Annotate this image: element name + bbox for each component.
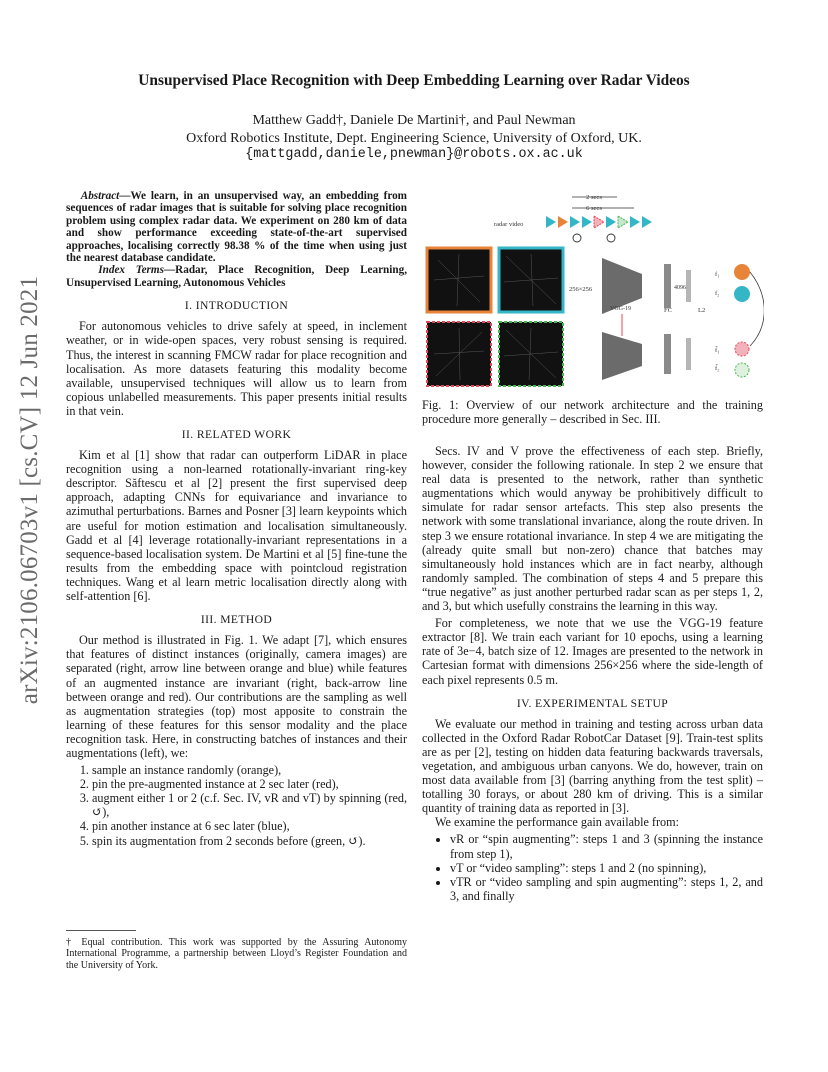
- spin-icon: [607, 234, 615, 242]
- list-item: 3. augment either 1 or 2 (c.f. Sec. IV, vR and vT) by spinning (red, ↺),: [92, 791, 407, 819]
- index-terms-label: Index Terms: [98, 264, 164, 277]
- section-heading-method: III. METHOD: [200, 613, 273, 627]
- footnote: † Equal contribution. This work was supported by the Assuring Autonomy International Programme, a partnership between Lloyd’s Register Foundation and the University of York.: [66, 937, 407, 971]
- feature-green: [735, 363, 749, 377]
- six-secs-label: 6 secs: [586, 205, 602, 212]
- vgg-encoder-lower: [602, 332, 642, 380]
- implementation-paragraph: For completeness, we note that we use the VGG-19 feature extractor [8]. We train each variant for 10 epochs, using a learning rate of 3e−4, batch size of 12. Images are presented to the network in Cartesian format with dimensions 256×256 where the side-length of each pixel represents 0.5 m.: [422, 616, 763, 687]
- vgg-label: VGG-19: [610, 306, 631, 312]
- frame-marker: [570, 216, 580, 228]
- list-item: • vT or “video sampling”: steps 1 and 2 (no spinning),: [450, 861, 763, 875]
- related-work-paragraph: Kim et al [1] show that radar can outperform LiDAR in place recognition using a non-learned rotationally-invariant ring-key descriptor. Săftescu et al [2] present the first supervised deep approach, adapting CNNs for equivariance and invariance to azimuthal perturbations. Barnes and Posner [3] learn keypoints which are useful for motion estimation and localisation simultaneously. Gadd et al [4] leverage rotationally-invariant representations in a sequence-based localisation system. De Martini et al [5] fine-tune the results from the embedding space with pointcloud registration techniques. Wang et al learn metric localisation directly along with self-attention [6].: [66, 448, 407, 604]
- l2-layer-lower: [686, 338, 691, 370]
- frame-marker: [558, 216, 568, 228]
- list-item: 5. spin its augmentation from 2 seconds before (green, ↺).: [92, 834, 407, 848]
- figure-caption: Fig. 1: Overview of our network architecture and the training procedure more generally – described in Sec. III.: [422, 398, 763, 427]
- frame-marker: [618, 216, 628, 228]
- performance-intro: We examine the performance gain available from:: [435, 815, 680, 830]
- experimental-setup-paragraph: We evaluate our method in training and testing across urban data collected in the Oxford Radar RobotCar Dataset [9]. Train-test splits are as per [2], testing on hidden data featuring backwards traversals, vegetation, and ambiguous urban canyons. We do, however, train on most data available from [3] (barring anything from the test split) – totalling 30 forays, or about 280 km of driving. This is a similar quantity of training data as reported in [3].: [422, 716, 763, 816]
- frame-marker: [594, 216, 604, 228]
- section-heading-experimental-setup: IV. EXPERIMENTAL SETUP: [516, 696, 669, 710]
- feature-f1-tilde-label: f̃₁: [715, 347, 720, 354]
- embedding-size-label: 4096: [674, 285, 686, 291]
- feature-f1-label: f₁: [715, 271, 720, 278]
- footnote-rule: [66, 930, 136, 931]
- l2-label: L2: [698, 307, 706, 314]
- rationale-paragraph: Secs. IV and V prove the effectiveness of each step. Briefly, however, consider the following rationale. In step 2 we ensure that real data is presented to the network, rather than synthetic augmentations which would anyway be prohibitively difficult to simulate for radar sensor artefacts. This step also presents the network with some translational invariance, along the route driven. In step 3 we ensure rotational invariance. In step 4 we are mitigating the (already quite small but non-zero) chance that batches may simultaneously hold instances which are in fact nearby, although randomly sampled. The combination of steps 4 and 5 prepare this “true negative” as just another perturbed radar scan as per steps 1, 2, and 3, but which usefully constrains the learning in this way.: [422, 444, 763, 614]
- feature-f2-label: f₂: [715, 290, 720, 297]
- abstract-text: —We learn, in an unsupervised way, an embedding from sequences of radar images that is suitable for solving place recognition problem using complex radar data. We experiment on 280 km of data and show performance exceeding state-of-the-art supervised approaches, localising correctly 98.38 % of the time when using just the nearest database candidate.: [66, 190, 407, 265]
- frame-marker: [642, 216, 652, 228]
- fc-layer-lower: [664, 334, 671, 374]
- fc-layer-upper: [664, 264, 671, 308]
- index-terms: [66, 264, 407, 289]
- radar-video-label: radar video: [494, 221, 524, 228]
- method-steps-list: [66, 763, 407, 848]
- frame-marker: [630, 216, 640, 228]
- intro-paragraph: For autonomous vehicles to drive safely at speed, in inclement weather, or in wide-open spaces, very robust sensing is required. Thus, the interest in scanning FMCW radar for place recognition and localisation. As more datasets featuring this modality become available, unsupervised techniques will allow us to learn from copious unlabelled measurements. This paper presents initial results in that vein.: [66, 319, 407, 418]
- fc-label: FC: [664, 307, 672, 314]
- frame-marker: [606, 216, 616, 228]
- figure-network-overview: [424, 186, 764, 396]
- list-item: • vR or “spin augmenting”: steps 1 and 3 (spinning the instance from step 1),: [450, 832, 763, 860]
- invariance-arrow: [750, 272, 764, 346]
- section-heading-introduction: I. INTRODUCTION: [184, 299, 289, 313]
- abstract-label: Abstract: [80, 190, 120, 202]
- input-size-label: 256×256: [569, 286, 593, 293]
- l2-layer-upper: [686, 270, 691, 302]
- feature-orange: [734, 264, 750, 280]
- list-item: 2. pin the pre-augmented instance at 2 sec later (red),: [92, 777, 407, 791]
- right-column: [422, 444, 763, 903]
- section-heading-related-work: II. RELATED WORK: [181, 428, 292, 441]
- author-emails: {mattgadd,daniele,pnewman}@robots.ox.ac.uk: [245, 147, 583, 162]
- spin-icon: [573, 234, 581, 242]
- left-column: [66, 190, 407, 848]
- two-secs-label: 2 secs: [586, 194, 602, 201]
- author-list: Matthew Gadd†, Daniele De Martini†, and Paul Newman: [252, 113, 576, 128]
- feature-f2-tilde-label: f̃₂: [715, 365, 720, 372]
- list-item: 1. sample an instance randomly (orange),: [92, 763, 407, 777]
- abstract: [66, 190, 407, 264]
- feature-red: [735, 342, 749, 356]
- index-terms-text: —Radar, Place Recognition, Deep Learning, Unsupervised Learning, Autonomous Vehicles: [66, 264, 407, 289]
- list-item: • vTR or “video sampling and spin augmenting”: steps 1, 2, and 3, and finally: [450, 875, 763, 903]
- feature-blue: [734, 286, 750, 302]
- frame-marker: [546, 216, 556, 228]
- frame-marker: [582, 216, 592, 228]
- arxiv-identifier: arXiv:2106.06703v1 [cs.CV] 12 Jun 2021: [16, 275, 43, 705]
- variants-list: [422, 832, 763, 902]
- list-item: 4. pin another instance at 6 sec later (blue),: [92, 819, 407, 833]
- radar-video-sequence: [546, 216, 652, 228]
- method-paragraph: Our method is illustrated in Fig. 1. We adapt [7], which ensures that features of distinct instances (originally, camera images) are separated (right, arrow line between orange and blue) while features of an augmented instance are invariant (right, back-arrow line between orange and red). Our contributions are the sampling as well as augmentation strategies (top) most apposite to constrain the learning of these features for this sensor modality and the place recognition task. Here, in constructing batches of instances and their augmentations (left), we:: [66, 633, 407, 760]
- paper-title: Unsupervised Place Recognition with Deep Embedding Learning over Radar Videos: [138, 72, 690, 89]
- affiliation: Oxford Robotics Institute, Dept. Engineering Science, University of Oxford, UK.: [186, 131, 642, 146]
